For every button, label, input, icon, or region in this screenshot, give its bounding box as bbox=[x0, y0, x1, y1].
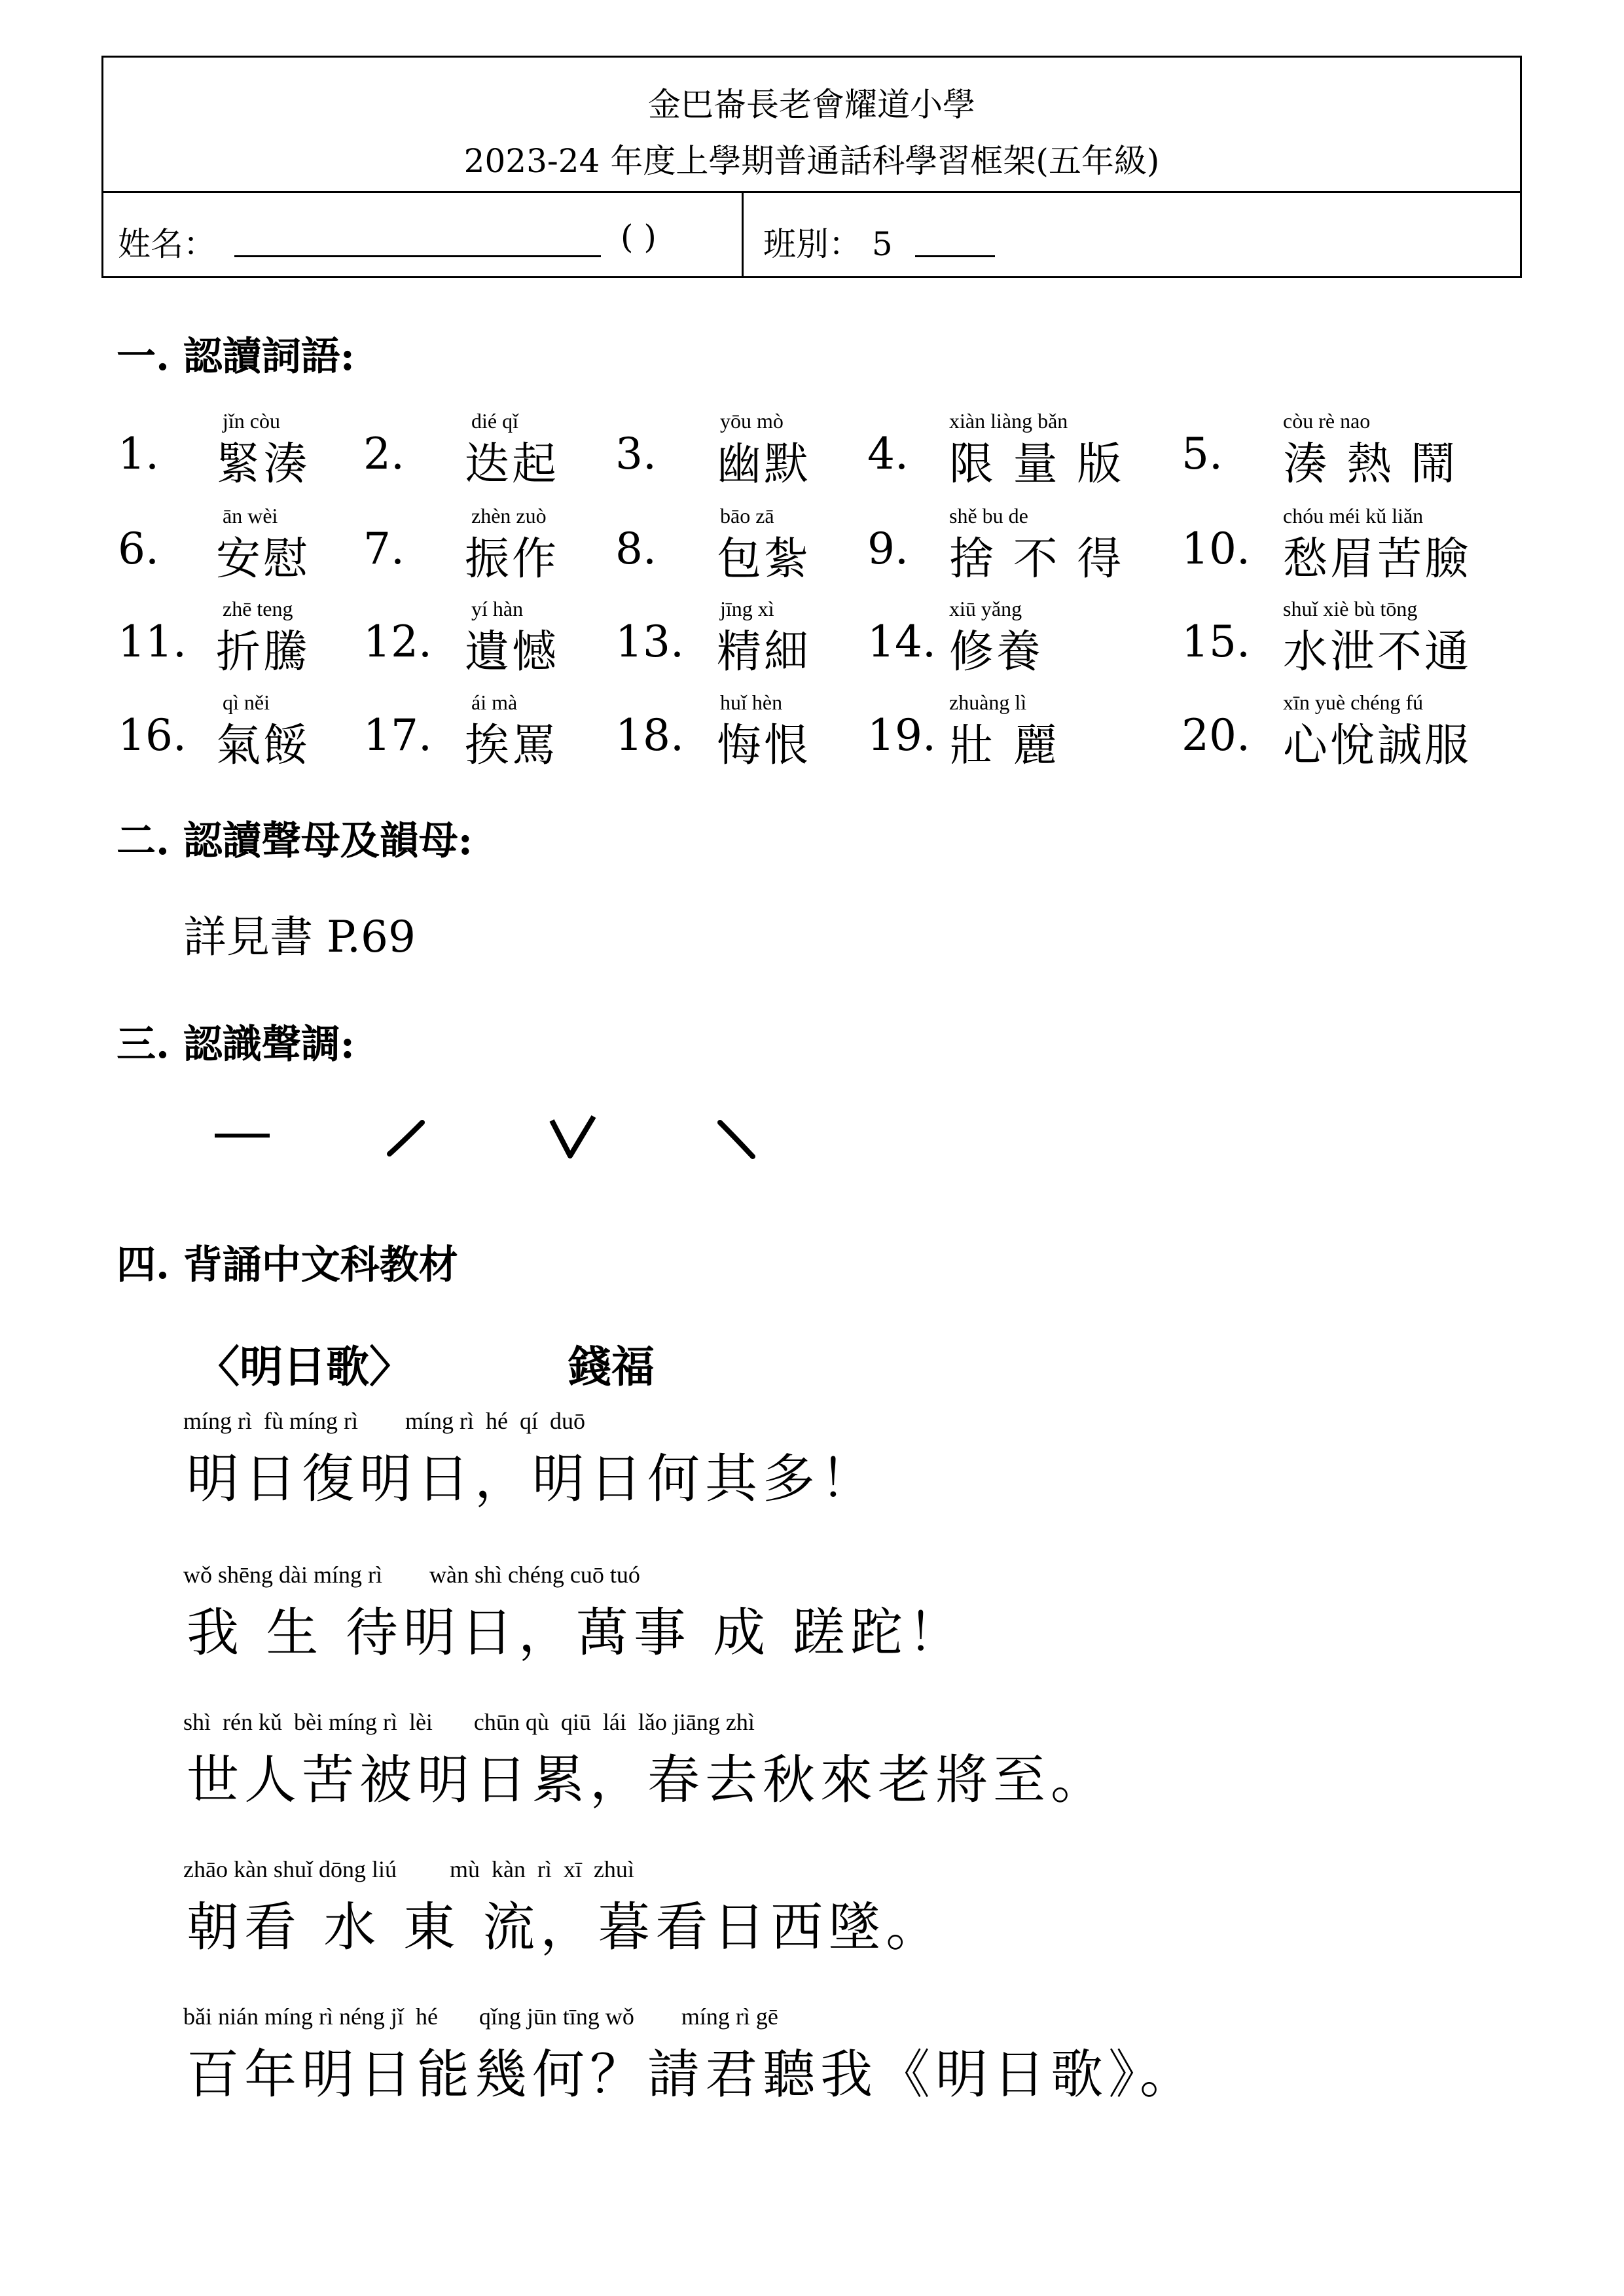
vocab-word: 包紮 bbox=[717, 533, 812, 585]
vocab-pinyin: huǐ hèn bbox=[720, 691, 783, 714]
vocab-pinyin: jīng xì bbox=[720, 597, 774, 620]
vocab-word: 修養 bbox=[949, 626, 1044, 678]
vocab-word: 水泄不通 bbox=[1283, 626, 1472, 678]
class-cell bbox=[744, 193, 1521, 276]
poem-pinyin-line: bǎi nián míng rì néng jǐ hé qǐng jūn tīng wǒ míng rì gē bbox=[183, 2003, 778, 2030]
vocab-word: 悔恨 bbox=[717, 720, 812, 772]
poem-pinyin-line: wǒ shēng dài míng rì wàn shì chéng cuō tuó bbox=[183, 1562, 640, 1588]
vocab-number: 2. bbox=[363, 429, 405, 479]
vocab-number: 7. bbox=[363, 524, 405, 574]
third-tone-mark-icon bbox=[547, 1113, 599, 1165]
poem-pinyin-line: zhāo kàn shuǐ dōng liú mù kàn rì xī zhuì bbox=[183, 1856, 634, 1882]
vocab-word: 折騰 bbox=[216, 626, 311, 678]
poem-text-line: 百年明日能幾何？請君聽我《明日歌》。 bbox=[187, 2044, 1197, 2105]
class-input-line[interactable] bbox=[915, 255, 995, 257]
vocab-pinyin: shuǐ xiè bù tōng bbox=[1283, 597, 1418, 620]
vocab-pinyin: còu rè nao bbox=[1283, 409, 1371, 433]
poem-text-line: 朝看 水 東 流，暮看日西墜。 bbox=[187, 1897, 944, 1958]
vocab-word: 壯 麗 bbox=[949, 720, 1060, 772]
fourth-tone-mark-icon bbox=[713, 1116, 759, 1162]
vocab-pinyin: chóu méi kǔ liǎn bbox=[1283, 504, 1424, 528]
class-number-blank[interactable]: ( ) bbox=[621, 218, 657, 256]
phonetics-reference: 詳見書 P.69 bbox=[183, 912, 416, 962]
name-cell bbox=[103, 193, 744, 276]
vocab-number: 13. bbox=[615, 617, 684, 667]
vocab-word: 挨罵 bbox=[465, 720, 560, 772]
vocab-number: 3. bbox=[615, 429, 657, 479]
vocab-number: 18. bbox=[615, 710, 684, 761]
school-name: 金巴崙長老會耀道小學 bbox=[648, 86, 975, 124]
vocab-pinyin: dié qǐ bbox=[471, 409, 518, 433]
vocab-pinyin: ái mà bbox=[471, 691, 518, 714]
vocab-number: 8. bbox=[615, 524, 657, 574]
section-3-title: 三. 認識聲調: bbox=[117, 1022, 355, 1067]
vocab-word: 心悅誠服 bbox=[1283, 720, 1472, 772]
vocab-pinyin: qì něi bbox=[223, 691, 270, 714]
vocab-number: 20. bbox=[1182, 710, 1250, 761]
class-label: 班別： 5 bbox=[763, 225, 893, 263]
vocab-number: 4. bbox=[867, 429, 909, 479]
vocab-word: 迭起 bbox=[465, 439, 560, 490]
section-1-title: 一. 認讀詞語: bbox=[117, 334, 355, 380]
header-box bbox=[101, 56, 1522, 278]
vocab-pinyin: jǐn còu bbox=[223, 409, 280, 433]
vocab-word: 振作 bbox=[465, 533, 560, 585]
vocab-word: 遺憾 bbox=[465, 626, 560, 678]
vocab-pinyin: ān wèi bbox=[223, 504, 278, 528]
vocab-pinyin: yí hàn bbox=[471, 597, 524, 620]
framework-title: 2023-24 年度上學期普通話科學習框架(五年級) bbox=[463, 142, 1160, 180]
vocab-pinyin: zhèn zuò bbox=[471, 504, 547, 528]
poem-text-line: 明日復明日，明日何其多！ bbox=[187, 1448, 878, 1509]
vocab-number: 14. bbox=[867, 617, 936, 667]
vocab-number: 9. bbox=[867, 524, 909, 574]
first-tone-mark-icon bbox=[209, 1122, 275, 1149]
vocab-word: 湊 熱 鬧 bbox=[1283, 439, 1458, 490]
vocab-number: 5. bbox=[1182, 429, 1223, 479]
vocab-word: 捨 不 得 bbox=[949, 533, 1125, 585]
vocab-word: 精細 bbox=[717, 626, 812, 678]
vocab-pinyin: bāo zā bbox=[720, 504, 774, 528]
vocab-word: 幽默 bbox=[717, 439, 812, 490]
name-input-line[interactable] bbox=[234, 255, 601, 257]
section-4-title: 四. 背誦中文科教材 bbox=[117, 1242, 458, 1288]
vocab-pinyin: yōu mò bbox=[720, 409, 784, 433]
vocab-number: 1. bbox=[118, 429, 159, 479]
header-title-row bbox=[103, 58, 1520, 193]
poem-pinyin-line: míng rì fù míng rì míng rì hé qí duō bbox=[183, 1408, 585, 1434]
vocab-pinyin: xīn yuè chéng fú bbox=[1283, 691, 1424, 714]
poem-text-line: 世人苦被明日累，春去秋來老將至。 bbox=[187, 1749, 1108, 1810]
vocab-word: 愁眉苦臉 bbox=[1283, 533, 1472, 585]
vocab-word: 緊湊 bbox=[216, 439, 311, 490]
poem-title: 〈明日歌〉 bbox=[196, 1341, 412, 1392]
vocab-pinyin: zhuàng lì bbox=[949, 691, 1027, 714]
section-2-title: 二. 認讀聲母及韻母: bbox=[117, 818, 473, 864]
vocab-number: 10. bbox=[1182, 524, 1250, 574]
vocab-number: 19. bbox=[867, 710, 936, 761]
second-tone-mark-icon bbox=[383, 1116, 429, 1162]
vocab-number: 16. bbox=[118, 710, 187, 761]
vocab-number: 17. bbox=[363, 710, 432, 761]
name-label: 姓名： bbox=[118, 225, 216, 263]
vocab-pinyin: xiū yǎng bbox=[949, 597, 1022, 620]
vocab-number: 15. bbox=[1182, 617, 1250, 667]
vocab-word: 氣餒 bbox=[216, 720, 311, 772]
vocab-number: 6. bbox=[118, 524, 159, 574]
vocab-word: 安慰 bbox=[216, 533, 311, 585]
vocab-number: 12. bbox=[363, 617, 432, 667]
poem-pinyin-line: shì rén kǔ bèi míng rì lèi chūn qù qiū lái lǎo jiāng zhì bbox=[183, 1709, 755, 1735]
vocab-pinyin: xiàn liàng bǎn bbox=[949, 409, 1068, 433]
vocab-number: 11. bbox=[118, 617, 187, 667]
vocab-word: 限 量 版 bbox=[949, 439, 1125, 490]
vocab-pinyin: zhē teng bbox=[223, 597, 293, 620]
poem-author: 錢福 bbox=[568, 1341, 655, 1392]
vocab-pinyin: shě bu de bbox=[949, 504, 1028, 528]
poem-text-line: 我 生 待明日，萬事 成 蹉跎！ bbox=[187, 1602, 965, 1663]
